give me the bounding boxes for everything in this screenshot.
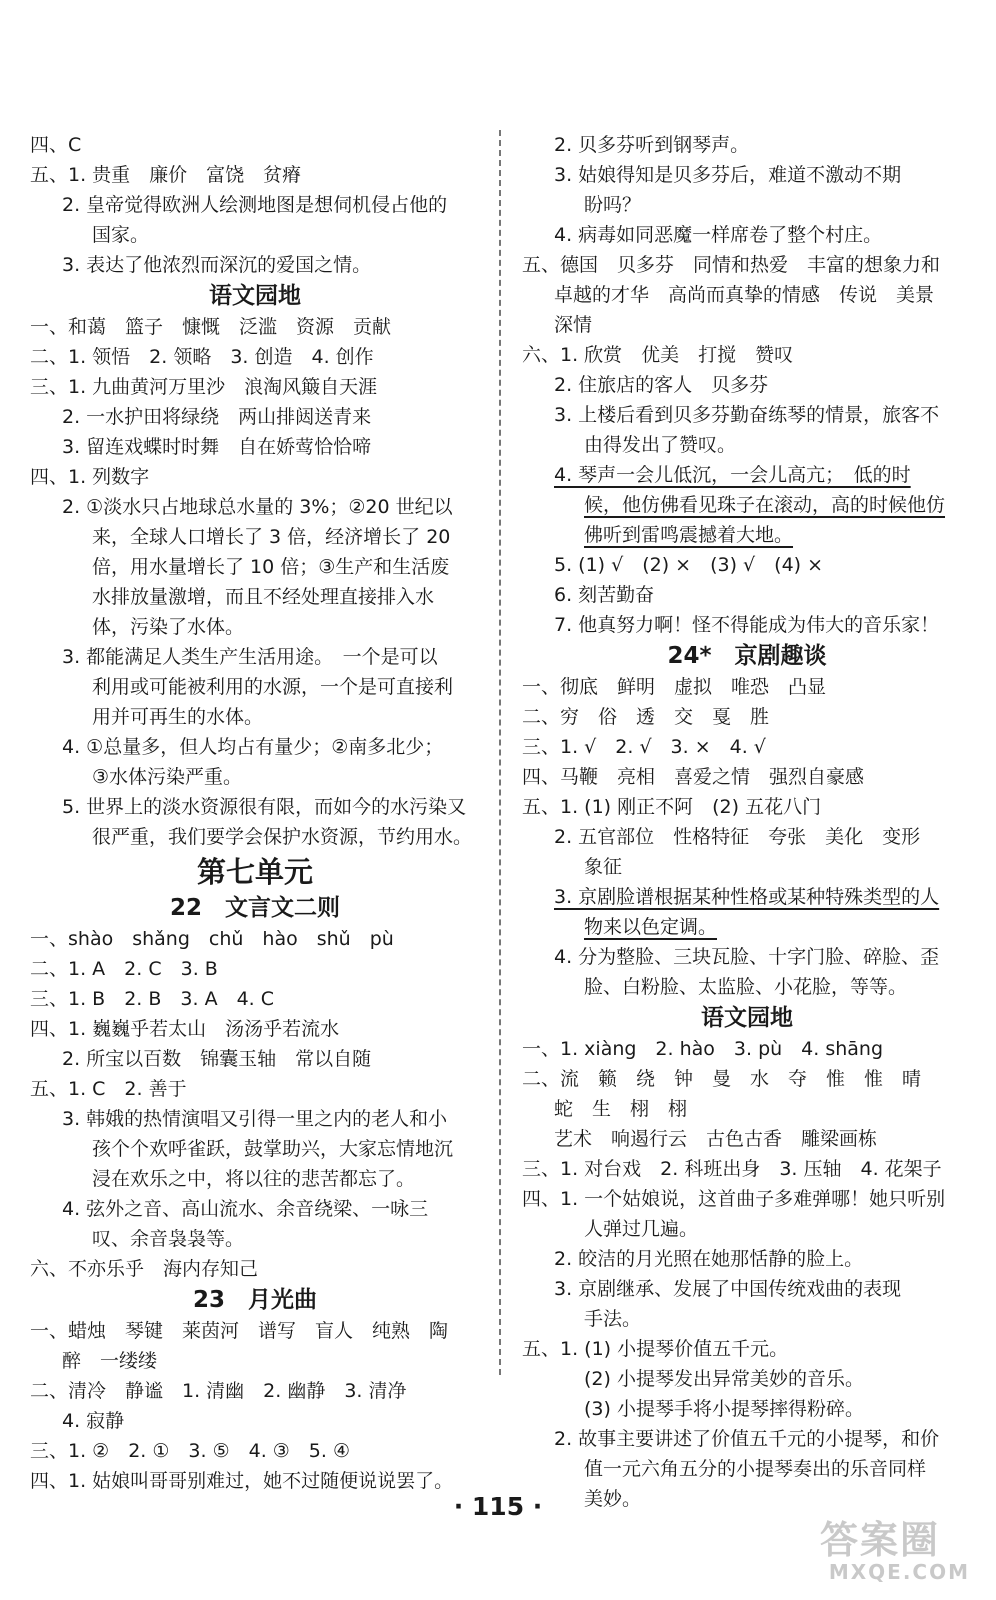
answer-line: 二、1. 领悟 2. 领略 3. 创造 4. 创作 <box>30 346 374 368</box>
answer-line: 四、1. 巍巍乎若太山 汤汤乎若流水 <box>30 1018 340 1040</box>
answer-line: 盼吗？ <box>584 194 642 216</box>
answer-line: 3. 上楼后看到贝多芬勤奋练琴的情景，旅客不 <box>554 404 940 426</box>
answer-line: 佛听到雷鸣震撼着大地。 <box>584 524 794 546</box>
answer-line: 3. 京剧脸谱根据某种性格或某种特殊类型的人 <box>554 886 940 908</box>
watermark-logo <box>820 1520 980 1590</box>
answer-line: 2. ①淡水只占地球总水量的 3%；②20 世纪以 <box>62 496 453 518</box>
answer-line: 3. 韩娥的热情演唱又引得一里之内的老人和小 <box>62 1108 448 1130</box>
answer-line: 由得发出了赞叹。 <box>584 434 737 456</box>
answer-line: 三、1. ② 2. ① 3. ⑤ 4. ③ 5. ④ <box>30 1440 351 1462</box>
answer-line: 2. 故事主要讲述了价值五千元的小提琴，和价 <box>554 1428 940 1450</box>
answer-line: 3. 京剧继承、发展了中国传统戏曲的表现 <box>554 1278 902 1300</box>
answer-line: 水排放量激增，而且不经处理直接排入水 <box>92 586 435 608</box>
answer-line: 象征 <box>584 856 623 878</box>
answer-line: 物来以色定调。 <box>584 916 718 938</box>
answer-line: 3. 留连戏蝶时时舞 自在娇莺恰恰啼 <box>62 436 372 458</box>
answer-line: 五、德国 贝多芬 同情和热爱 丰富的想象力和 <box>522 254 941 276</box>
answer-line: 7. 他真努力啊！怪不得能成为伟大的音乐家！ <box>554 614 940 636</box>
answer-line: 醉 一缕缕 <box>62 1350 158 1372</box>
answer-line: 5. (1) √ (2) × (3) √ (4) × <box>554 554 824 576</box>
answer-line: 孩个个欢呼雀跃，鼓掌助兴，大家忘情地沉 <box>92 1138 454 1160</box>
answer-line: 深情 <box>554 314 593 336</box>
answer-line: 很严重，我们要学会保护水资源，节约用水。 <box>92 826 473 848</box>
answer-line: (2) 小提琴发出异常美妙的音乐。 <box>584 1368 864 1390</box>
answer-line: 用并可再生的水体。 <box>92 706 264 728</box>
answer-line: 2. 所宝以百数 锦囊玉轴 常以自随 <box>62 1048 372 1070</box>
answer-line: 二、1. A 2. C 3. B <box>30 958 218 980</box>
answer-line: ③水体污染严重。 <box>92 766 243 788</box>
answer-line: 2. 贝多芬听到钢琴声。 <box>554 134 750 156</box>
watermark-logo-url: MXQE.COM <box>828 1560 970 1584</box>
answer-line: 2. 一水护田将绿绕 两山排闼送青来 <box>62 406 372 428</box>
answer-line: 3. 姑娘得知是贝多芬后，难道不激动不期 <box>554 164 902 186</box>
answer-line: 卓越的才华 高尚而真挚的情感 传说 美景 <box>554 284 935 306</box>
answer-line: 3. 表达了他浓烈而深沉的爱国之情。 <box>62 254 372 276</box>
answer-line: 2. 皎洁的月光照在她那恬静的脸上。 <box>554 1248 864 1270</box>
section-heading: 语文园地 <box>209 283 301 309</box>
right-column <box>522 130 972 1514</box>
answer-line: 一、shào shǎng chǔ hào shǔ pù <box>30 928 394 950</box>
column-divider <box>499 130 501 1375</box>
answer-line: 四、1. 列数字 <box>30 466 150 488</box>
answer-line: 三、1. B 2. B 3. A 4. C <box>30 988 275 1010</box>
answer-line: 4. 分为整脸、三块瓦脸、十字门脸、碎脸、歪 <box>554 946 940 968</box>
answer-line: 4. 寂静 <box>62 1410 125 1432</box>
answer-line: 四、C <box>30 134 82 156</box>
answer-line: 2. 皇帝觉得欧洲人绘测地图是想伺机侵占他的 <box>62 194 448 216</box>
answer-line: 三、1. √ 2. √ 3. × 4. √ <box>522 736 766 758</box>
answer-line: 六、不亦乐乎 海内存知己 <box>30 1258 259 1280</box>
answer-line: 体，污染了水体。 <box>92 616 245 638</box>
answer-line: 二、清冷 静谧 1. 清幽 2. 幽静 3. 清净 <box>30 1380 407 1402</box>
answer-line: 一、彻底 鲜明 虚拟 唯恐 凸显 <box>522 676 827 698</box>
answer-line: 3. 都能满足人类生产生活用途。 一个是可以 <box>62 646 438 668</box>
answer-line: 5. 世界上的淡水资源很有限，而如今的水污染又 <box>62 796 467 818</box>
answer-line: 2. 住旅店的客人 贝多芬 <box>554 374 769 396</box>
answer-line: (3) 小提琴手将小提琴摔得粉碎。 <box>584 1398 864 1420</box>
section-heading: 24* 京剧趣谈 <box>667 643 827 669</box>
answer-line: 手法。 <box>584 1308 642 1330</box>
answer-line: 五、1. 贵重 廉价 富饶 贫瘠 <box>30 164 302 186</box>
answer-line: 艺术 响遏行云 古色古香 雕梁画栋 <box>554 1128 878 1150</box>
answer-line: 四、1. 一个姑娘说，这首曲子多难弹哪！她只听别 <box>522 1188 946 1210</box>
answer-line: 国家。 <box>92 224 150 246</box>
section-heading: 22 文言文二则 <box>169 895 340 921</box>
watermark-logo-title: 答案圈 <box>820 1518 941 1562</box>
left-column <box>30 130 480 1496</box>
answer-line: 五、1. (1) 小提琴价值五千元。 <box>522 1338 789 1360</box>
answer-line: 一、和蔼 篮子 慷慨 泛滥 资源 贡献 <box>30 316 392 338</box>
answer-line: 二、流 籁 绕 钟 曼 水 夺 惟 惟 晴 <box>522 1068 922 1090</box>
answer-line: 4. 弦外之音、高山流水、余音绕梁、一咏三 <box>62 1198 429 1220</box>
answer-line: 4. 病毒如同恶魔一样席卷了整个村庄。 <box>554 224 883 246</box>
answer-line: 蛇 生 栩 栩 <box>554 1098 688 1120</box>
answer-line: 六、1. 欣赏 优美 打搅 赞叹 <box>522 344 794 366</box>
answer-line: 四、马鞭 亮相 喜爱之情 强烈自豪感 <box>522 766 865 788</box>
answer-line: 五、1. (1) 刚正不阿 (2) 五花八门 <box>522 796 822 818</box>
answer-line: 脸、白粉脸、太监脸、小花脸，等等。 <box>584 976 908 998</box>
answer-line: 人弹过几遍。 <box>584 1218 699 1240</box>
unit-title: 第七单元 <box>196 855 313 889</box>
page-number: · 115 · <box>453 1492 543 1521</box>
answer-line: 候，他仿佛看见珠子在滚动，高的时候他仿 <box>584 494 946 516</box>
section-heading: 语文园地 <box>701 1005 793 1031</box>
answer-line: 倍，用水量增长了 10 倍；③生产和生活废 <box>92 556 450 578</box>
answer-line: 二、穷 俗 透 交 戛 胜 <box>522 706 770 728</box>
answer-line: 三、1. 九曲黄河万里沙 浪淘风簸自天涯 <box>30 376 378 398</box>
answer-line: 值一元六角五分的小提琴奏出的乐音同样 <box>584 1458 927 1480</box>
answer-line: 2. 五官部位 性格特征 夸张 美化 变形 <box>554 826 921 848</box>
answer-line: 利用或可能被利用的水源，一个是可直接利 <box>92 676 454 698</box>
answer-line: 五、1. C 2. 善于 <box>30 1078 187 1100</box>
answer-line: 一、1. xiàng 2. hào 3. pù 4. shāng <box>522 1038 884 1060</box>
answer-line: 6. 刻苦勤奋 <box>554 584 655 606</box>
answer-line: 三、1. 对台戏 2. 科班出身 3. 压轴 4. 花架子 <box>522 1158 942 1180</box>
answer-line: 4. 琴声一会儿低沉，一会儿高亢； 低的时 <box>554 464 911 486</box>
answer-line: 浸在欢乐之中，将以往的悲苦都忘了。 <box>92 1168 416 1190</box>
answer-line: 叹、余音袅袅等。 <box>92 1228 245 1250</box>
answer-line: 来，全球人口增长了 3 倍，经济增长了 20 <box>92 526 451 548</box>
section-heading: 23 月光曲 <box>192 1287 317 1313</box>
answer-line: 四、1. 姑娘叫哥哥别难过，她不过随便说说罢了。 <box>30 1470 454 1492</box>
answer-line: 一、蜡烛 琴键 莱茵河 谱写 盲人 纯熟 陶 <box>30 1320 449 1342</box>
answer-line: 4. ①总量多，但人均占有量少；②南多北少； <box>62 736 444 758</box>
answer-line: 美妙。 <box>584 1488 642 1510</box>
